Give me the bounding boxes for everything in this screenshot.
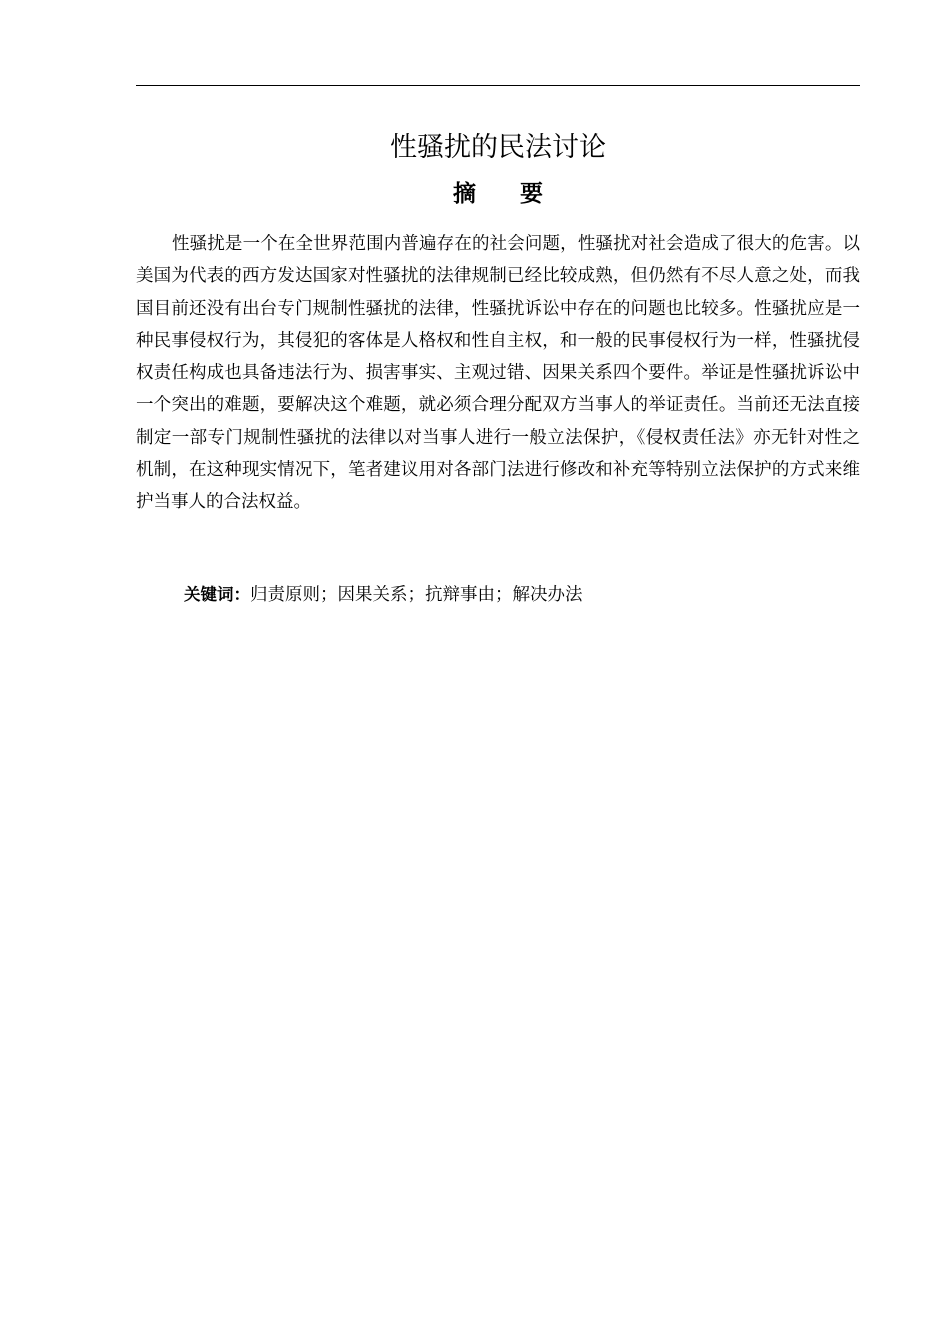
- abstract-body: 性骚扰是一个在全世界范围内普遍存在的社会问题，性骚扰对社会造成了很大的危害。以美国为代表的西方发达国家对性骚扰的法律规制已经比较成熟，但仍然有不尽人意之处，而我国目前还没有出台专门规制性骚扰的法律，性骚扰诉讼中存在的问题也比较多。性骚扰应是一种民事侵权行为，其侵犯的客体是人格权和性自主权，和一般的民事侵权行为一样，性骚扰侵权责任构成也具备违法行为、损害事实、主观过错、因果关系四个要件。举证是性骚扰诉讼中一个突出的难题，要解决这个难题，就必须合理分配双方当事人的举证责任。当前还无法直接制定一部专门规制性骚扰的法律以对当事人进行一般立法保护，《侵权责任法》亦无针对性之机制，在这种现实情况下，笔者建议用对各部门法进行修改和补充等特别立法保护的方式来维护当事人的合法权益。: [136, 234, 860, 513]
- keywords-value: 归责原则；因果关系；抗辩事由；解决办法: [250, 585, 583, 605]
- keywords-label: 关键词：: [184, 585, 250, 604]
- keywords-line: [184, 580, 860, 610]
- document-title: 性骚扰的民法讨论: [390, 132, 606, 163]
- abstract-heading: 摘要: [453, 181, 587, 207]
- header-rule: [136, 85, 860, 86]
